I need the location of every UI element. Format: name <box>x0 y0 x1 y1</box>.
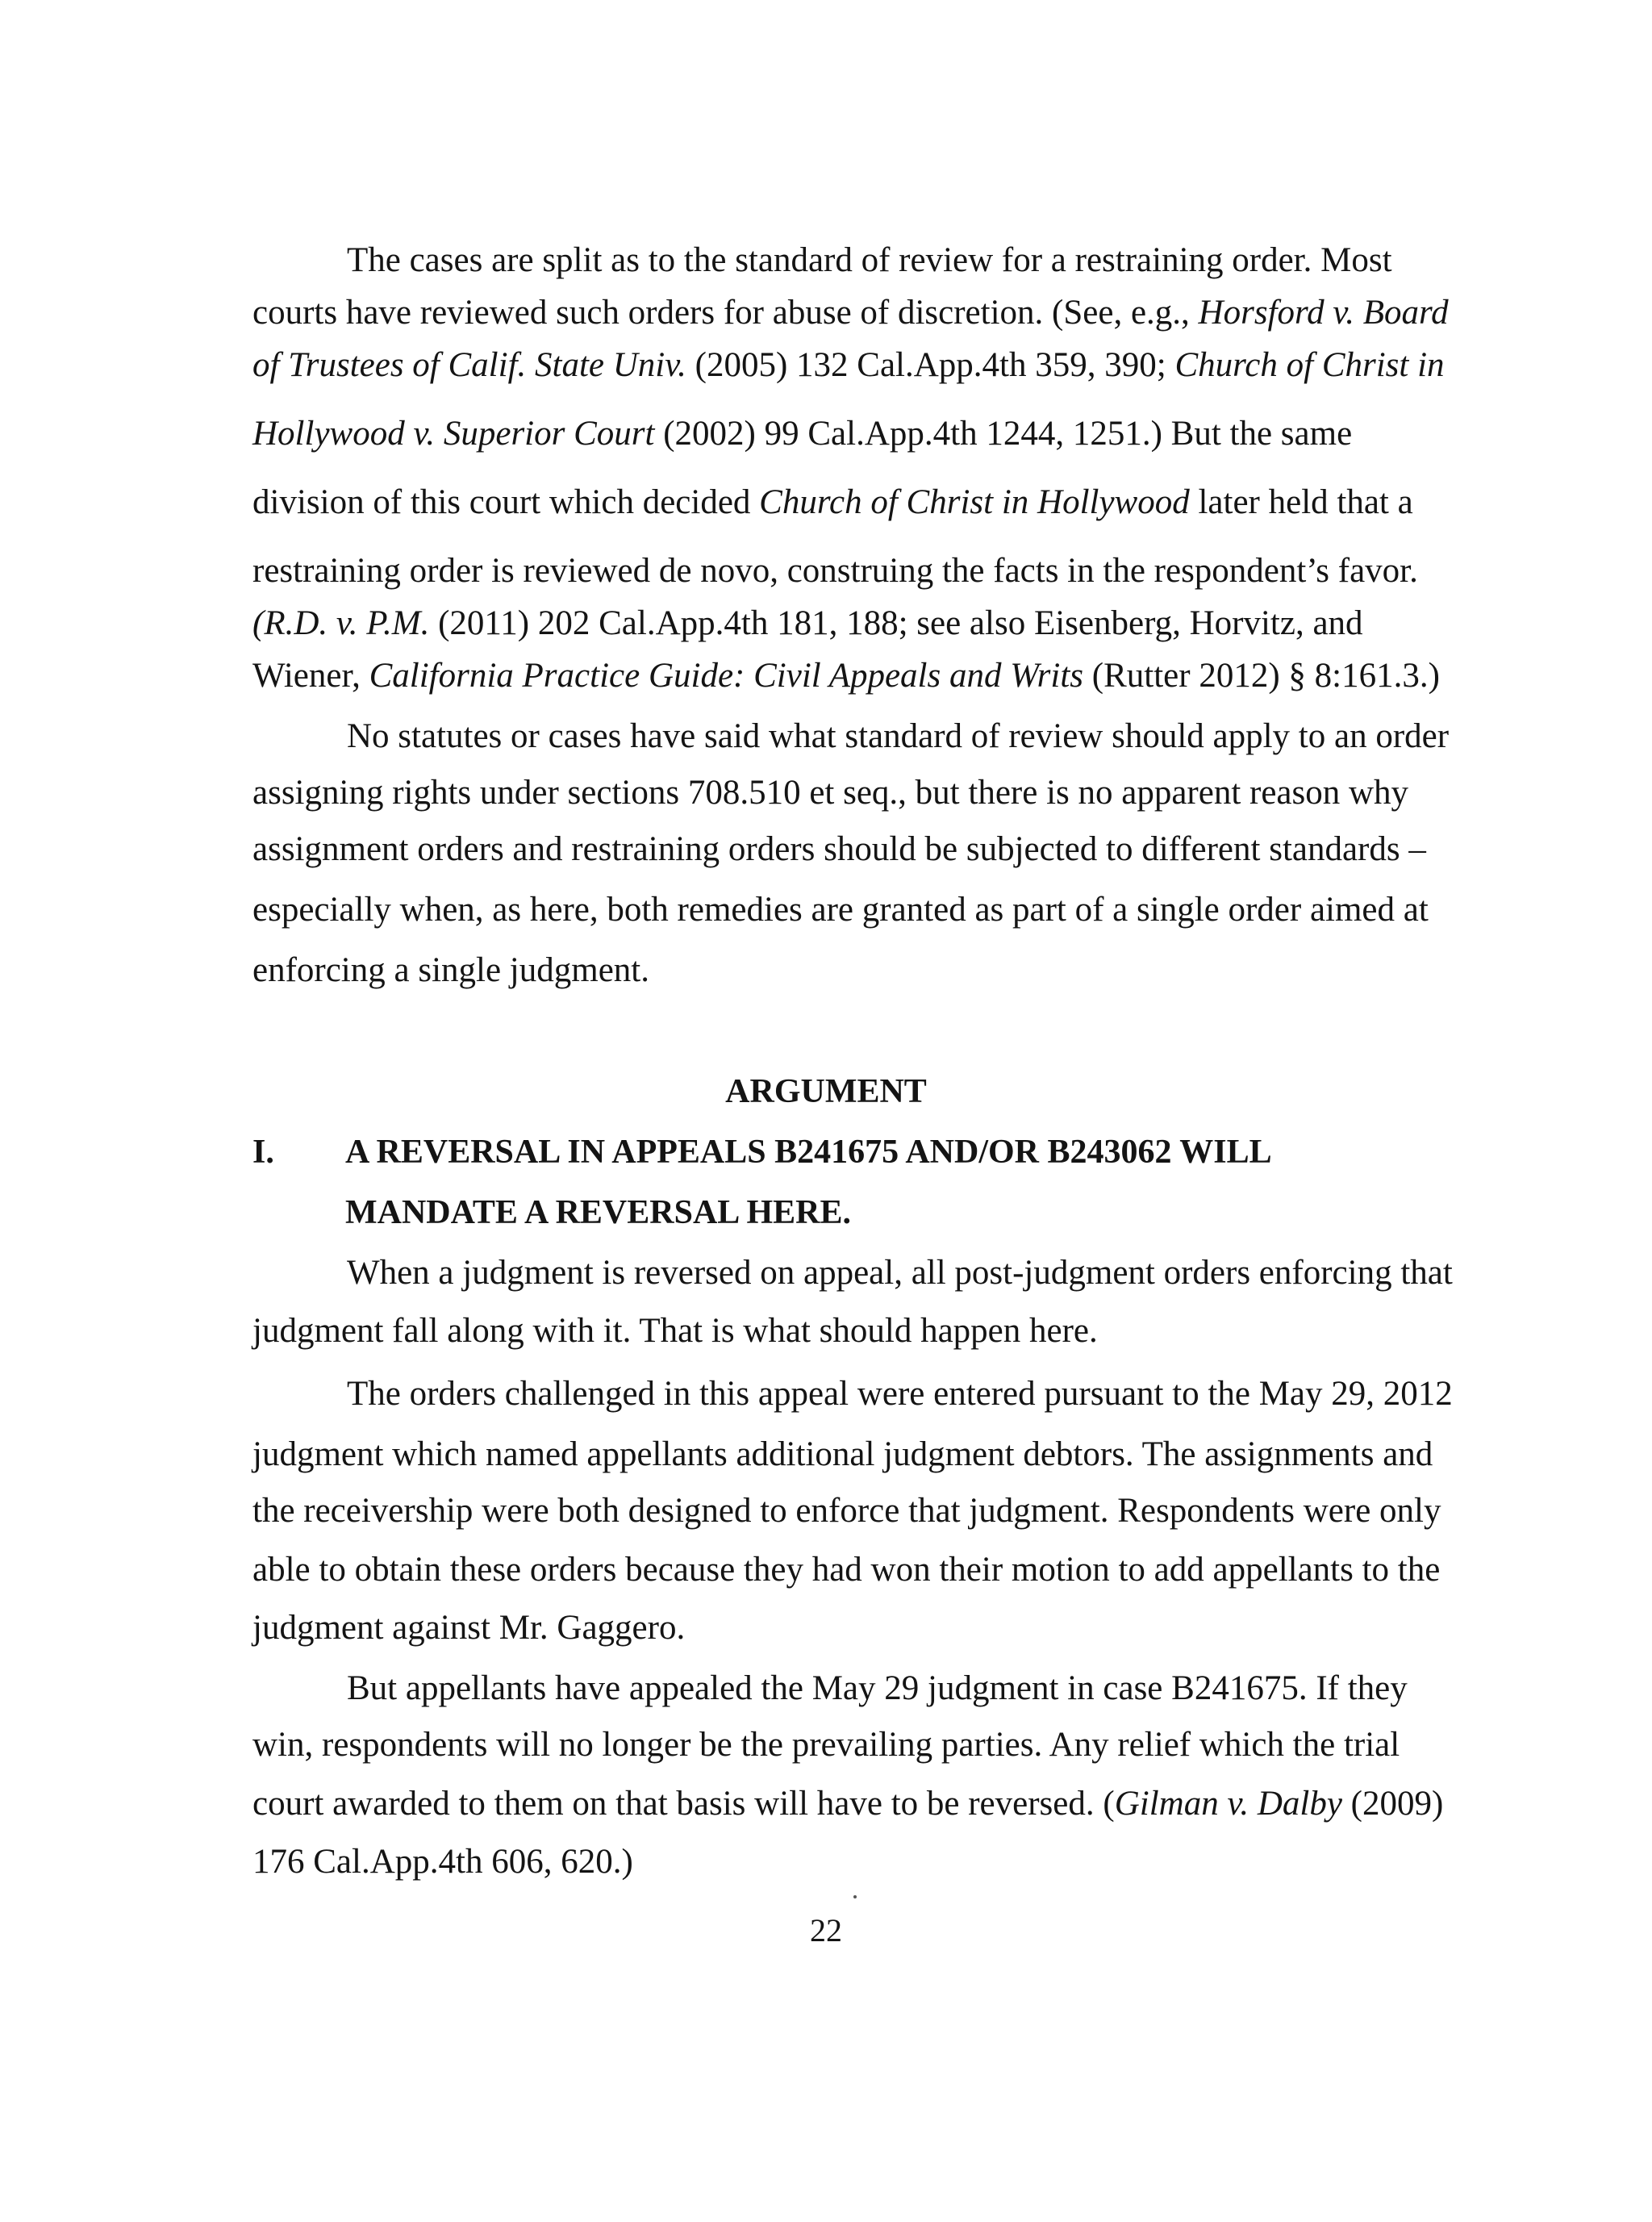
a3-line-3 <box>252 1781 1443 1827</box>
p1-line-5 <box>252 480 1413 525</box>
text-segment: the receivership were both designed to enforce that judgment. Respondents were only <box>252 1492 1441 1530</box>
a1-line-2 <box>252 1309 1098 1354</box>
a3-line-1 <box>347 1666 1408 1711</box>
text-segment: But appellants have appealed the May 29 judgment in case B241675. If they <box>347 1669 1408 1707</box>
text-segment: (R.D. v. P.M. <box>252 604 430 642</box>
text-segment: division of this court which decided <box>252 483 760 521</box>
text-segment: (2002) 99 Cal.App.4th 1244, 1251.) But the same <box>654 415 1353 453</box>
text-segment: 176 Cal.App.4th 606, 620.) <box>252 1843 633 1881</box>
p2-line-2 <box>252 771 1408 816</box>
p1-line-1 <box>347 238 1392 283</box>
text-segment: later held that a <box>1189 483 1413 521</box>
text-segment: enforcing a single judgment. <box>252 951 649 989</box>
a1-line-1 <box>347 1251 1453 1296</box>
text-segment: (Rutter 2012) § 8:161.3.) <box>1083 657 1440 695</box>
text-segment: assignment orders and restraining orders should be subjected to different standards – <box>252 830 1426 868</box>
text-segment: courts have reviewed such orders for abuse of discretion. (See, e.g., <box>252 294 1199 332</box>
a2-line-5 <box>252 1606 685 1651</box>
text-segment: able to obtain these orders because they had won their motion to add appellants to the <box>252 1551 1441 1589</box>
text-segment: assigning rights under sections 708.510 et seq., but there is no apparent reason why <box>252 774 1409 812</box>
text-segment: (2009) <box>1341 1785 1444 1823</box>
text-segment: (2011) 202 Cal.App.4th 181, 188; see also Eisenberg, Horvitz, and <box>429 604 1363 642</box>
p1-line-3 <box>252 343 1445 388</box>
text-segment: restraining order is reviewed de novo, construing the facts in the respondent’s favor. <box>252 552 1418 590</box>
text-segment: of Trustees of Calif. State Univ. <box>252 346 686 384</box>
argument-heading: ARGUMENT <box>725 1073 927 1110</box>
text-segment: No statutes or cases have said what standard of review should apply to an order <box>347 717 1450 755</box>
text-segment: California Practice Guide: Civil Appeals and Writs <box>369 657 1084 695</box>
text-segment: especially when, as here, both remedies are granted as part of a single order aimed at <box>252 891 1429 929</box>
p1-line-6 <box>252 549 1418 594</box>
p2-line-5 <box>252 948 649 993</box>
page-number: 22 <box>810 1912 842 1948</box>
a2-line-2 <box>252 1432 1433 1477</box>
p1-line-2 <box>252 290 1449 336</box>
text-segment: court awarded to them on that basis will have to be reversed. ( <box>252 1785 1115 1823</box>
text-segment: judgment against Mr. Gaggero. <box>252 1609 686 1647</box>
p2-line-1 <box>347 714 1449 759</box>
text-segment: Horsford v. Board <box>1198 294 1449 332</box>
section-number: I. <box>252 1134 274 1171</box>
text-segment: The cases are split as to the standard of review for a restraining order. Most <box>347 241 1392 279</box>
p1-line-7 <box>252 601 1363 646</box>
text-segment: Hollywood v. Superior Court <box>252 415 655 453</box>
a2-line-3 <box>252 1489 1441 1534</box>
text-segment: The orders challenged in this appeal were entered pursuant to the May 29, 2012 <box>347 1375 1453 1413</box>
text-segment: Church of Christ in <box>1174 346 1445 384</box>
scan-speck <box>853 1895 857 1898</box>
text-segment: judgment fall along with it. That is what should happen here. <box>252 1312 1098 1350</box>
p2-line-3 <box>252 827 1426 872</box>
a3-line-2 <box>252 1723 1400 1768</box>
text-segment: win, respondents will no longer be the prevailing parties. Any relief which the trial <box>252 1726 1400 1764</box>
text-segment: Church of Christ in Hollywood <box>759 483 1190 521</box>
section-title-line-1: A REVERSAL IN APPEALS B241675 AND/OR B243062 WILL <box>345 1134 1272 1171</box>
section-title-line-2: MANDATE A REVERSAL HERE. <box>345 1194 852 1231</box>
p1-line-8 <box>252 654 1440 699</box>
p2-line-4 <box>252 888 1429 933</box>
text-segment: judgment which named appellants additional judgment debtors. The assignments and <box>252 1435 1433 1473</box>
a2-line-4 <box>252 1547 1440 1593</box>
text-segment: When a judgment is reversed on appeal, all post-judgment orders enforcing that <box>347 1254 1453 1292</box>
a2-line-1 <box>347 1372 1453 1417</box>
p1-line-4 <box>252 411 1352 457</box>
text-segment: Wiener, <box>252 657 369 695</box>
text-segment: Gilman v. Dalby <box>1114 1785 1342 1823</box>
text-segment: (2005) 132 Cal.App.4th 359, 390; <box>686 346 1175 384</box>
a3-line-4 <box>252 1840 633 1885</box>
